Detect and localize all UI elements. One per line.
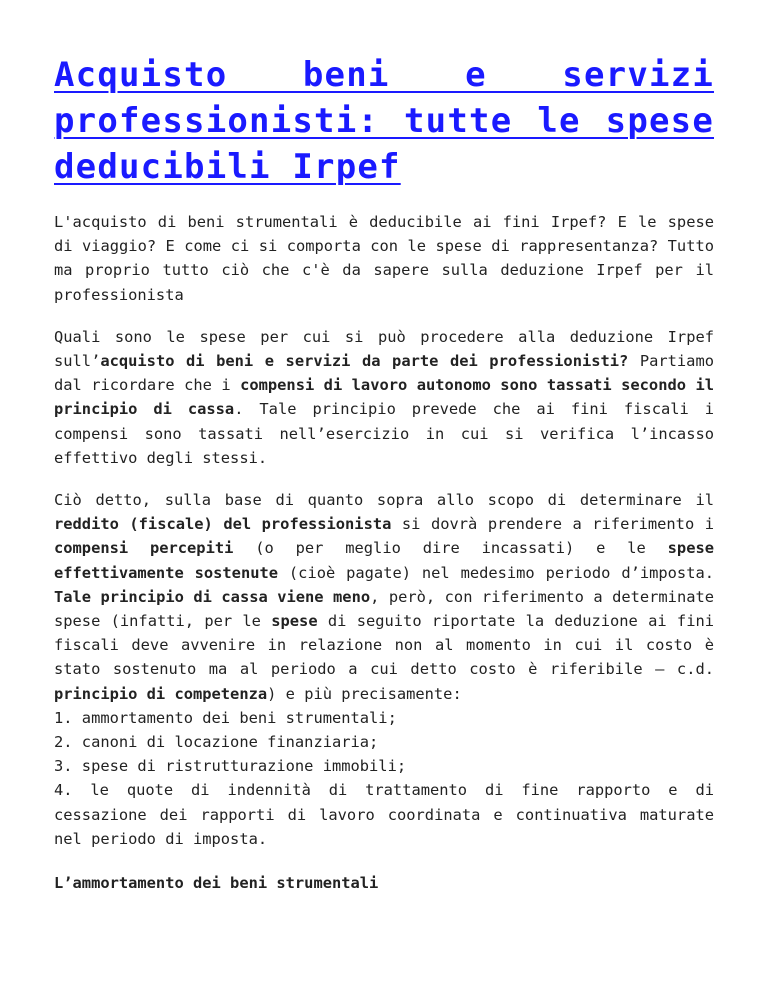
article-title [54, 52, 714, 190]
section-heading: L’ammortamento dei beni strumentali [54, 874, 379, 893]
bold-text: compensi percepiti [54, 539, 234, 558]
bold-text: acquisto di beni e servizi da parte dei professionisti? [100, 352, 629, 371]
text-segment: ) e più precisamente: [267, 684, 462, 703]
list-item: 4. le quote di indennità di trattamento di fine rapporto e di cessazione dei rapporti di lavoro coordinata e continuativa maturate nel periodo di imposta. [54, 781, 714, 848]
bold-text: spese [271, 612, 318, 631]
paragraph-principio-cassa [54, 325, 714, 470]
text-segment: , però, con riferimento a determinate spese (infatti, per le [54, 587, 715, 631]
bold-text: compensi di lavoro autonomo sono tassati secondo il principio di cassa [54, 376, 714, 419]
article-title-link[interactable]: Acquisto beni e servizi professionisti: tutte le spese deducibili Irpef [54, 55, 714, 187]
article-intro: L'acquisto di beni strumentali è deducibile ai fini Irpef? E le spese di viaggio? E come ci si comporta con le spese di rappresentanza? Tutto ma proprio tutto ciò che c'è da sapere sulla deduzione Irpef per il professionista [54, 213, 714, 304]
text-segment: Ciò detto, sulla base di quanto sopra allo scopo di determinare il [54, 491, 714, 510]
paragraph-reddito-professionista [54, 488, 714, 851]
list-item: 1. ammortamento dei beni strumentali; [54, 708, 397, 727]
bold-text: reddito (fiscale) del professionista [54, 515, 392, 534]
text-segment: . Tale principio prevede che ai fini fiscali i compensi sono tassati nell’esercizio in cui si verifica l’incasso effettivo degli stessi. [54, 400, 714, 467]
list-item: 2. canoni di locazione finanziaria; [54, 733, 379, 752]
bold-text: Tale principio di cassa viene meno [54, 587, 371, 606]
text-segment: Partiamo dal ricordare che i [54, 352, 714, 395]
text-segment: di seguito riportate la deduzione ai fini fiscali deve avvenire in relazione non al momento in cui il costo è stato sostenuto ma al periodo a cui detto costo è riferibile – c.d. [54, 612, 714, 679]
bold-text: principio di competenza [54, 684, 268, 703]
text-segment: (o per meglio dire incassati) e le [233, 539, 668, 558]
list-item: 3. spese di ristrutturazione immobili; [54, 757, 407, 776]
text-segment: si dovrà prendere a riferimento i [391, 515, 715, 534]
text-segment: Quali sono le spese per cui si può procedere alla deduzione Irpef sull’ [54, 327, 714, 371]
text-segment: (cioè pagate) nel medesimo periodo d’imposta. [278, 563, 714, 582]
bold-text: spese effettivamente sostenute [54, 539, 714, 582]
